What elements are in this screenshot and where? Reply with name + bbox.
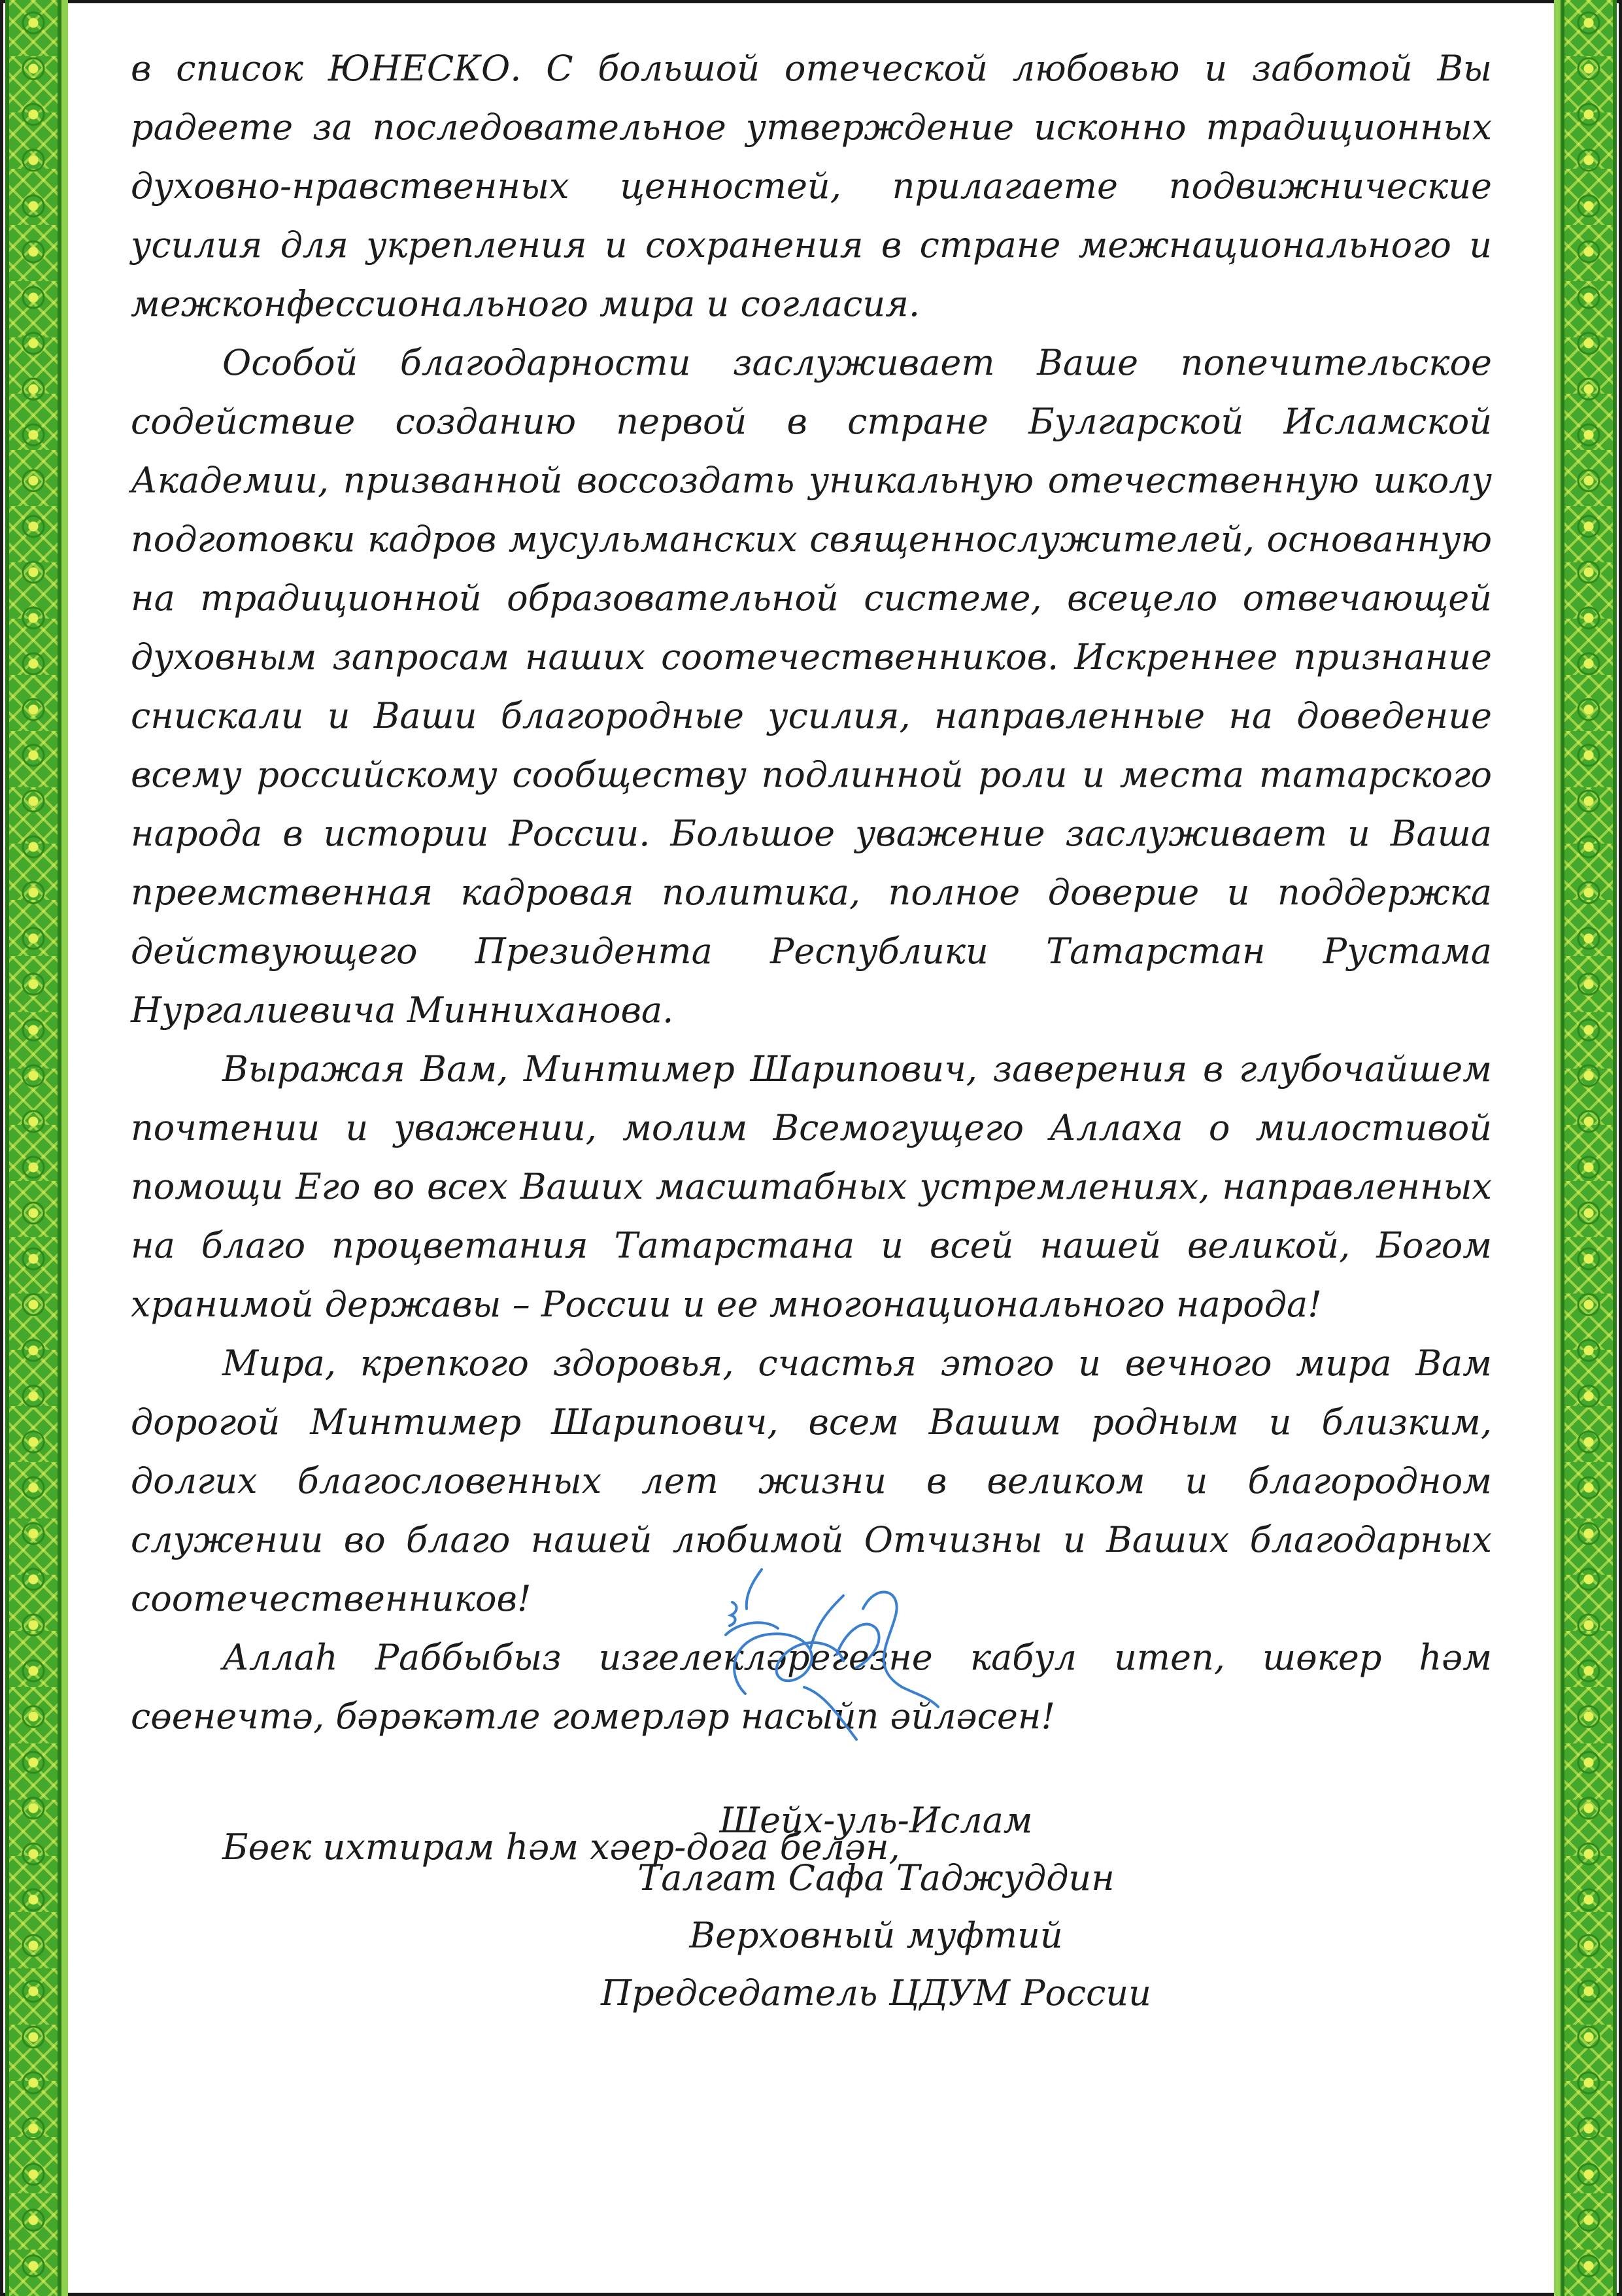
signatory-block [484, 1792, 1268, 2022]
right-border-edge [1554, 0, 1561, 2296]
closing-salutation: Бөек ихтирам һәм хәер-дога белән, [222, 1826, 900, 1868]
signatory-name: Талгат Сафа Таджуддин [637, 1857, 1115, 1898]
letter-paragraph-1: в список ЮНЕСКО. С большой отеческой любовью и заботой Вы радеете за последовательное утверждение исконно традиционных духовно-нравственных ценностей, прилагаете подвижнические усилия для укрепления и сохранения в стране межнационального и межконфессионального мира и согласия. [131, 48, 1492, 324]
left-border-edge [61, 0, 68, 2296]
right-ornamental-border [1561, 0, 1617, 2296]
letter-paragraph-4: Мира, крепкого здоровья, счастья этого и вечного мира Вам дорогой Минтимер Шарипович, всем Вашим родным и близким, долгих благословенных лет жизни в великом и благородном служении во благо нашей любимой Отчизны и Ваших благодарных соотечественников! [131, 1343, 1492, 1619]
handwritten-signature-icon [706, 1556, 955, 1753]
letter-paragraph-3: Выражая Вам, Минтимер Шарипович, заверения в глубочайшем почтении и уважении, молим Всемогущего Аллаха о милостивой помощи Его во всех Ваших масштабных устремлениях, направленных на благо процветания Татарстана и всей нашей великой, Богом хранимой державы – России и ее многонационального народа! [131, 1048, 1492, 1325]
left-ornamental-border [5, 0, 61, 2296]
signatory-title: Шейх-уль-Ислам [719, 1800, 1033, 1841]
letter-paragraph-2: Особой благодарности заслуживает Ваше попечительское содействие созданию первой в стране Булгарской Исламской Академии, призванной воссоздать уникальную отечественную школу подготовки кадров мусульманских священнослужителей, основанную на традиционной образовательной системе, всецело отвечающей духовным запросам наших соотечественников. Искреннее признание снискали и Ваши благородные усилия, направленные на доведение всему российскому сообществу подлинной роли и места татарского народа в истории России. Большое уважение заслуживает и Ваша преемственная кадровая политика, полное доверие и поддержка действующего Президента Республики Татарстан Рустама Нургалиевича Минниханова. [131, 342, 1492, 1031]
signatory-position: Верховный муфтий [689, 1915, 1063, 1956]
signatory-organization: Председатель ЦДУМ России [601, 1972, 1151, 2013]
letter-paragraph-5: Аллаһ Раббыбыз изгелекләрегезне кабул итеп, шөкер һәм сөенечтә, бәрәкәтле гомерләр насыйп әйләсен! [131, 1637, 1492, 1737]
